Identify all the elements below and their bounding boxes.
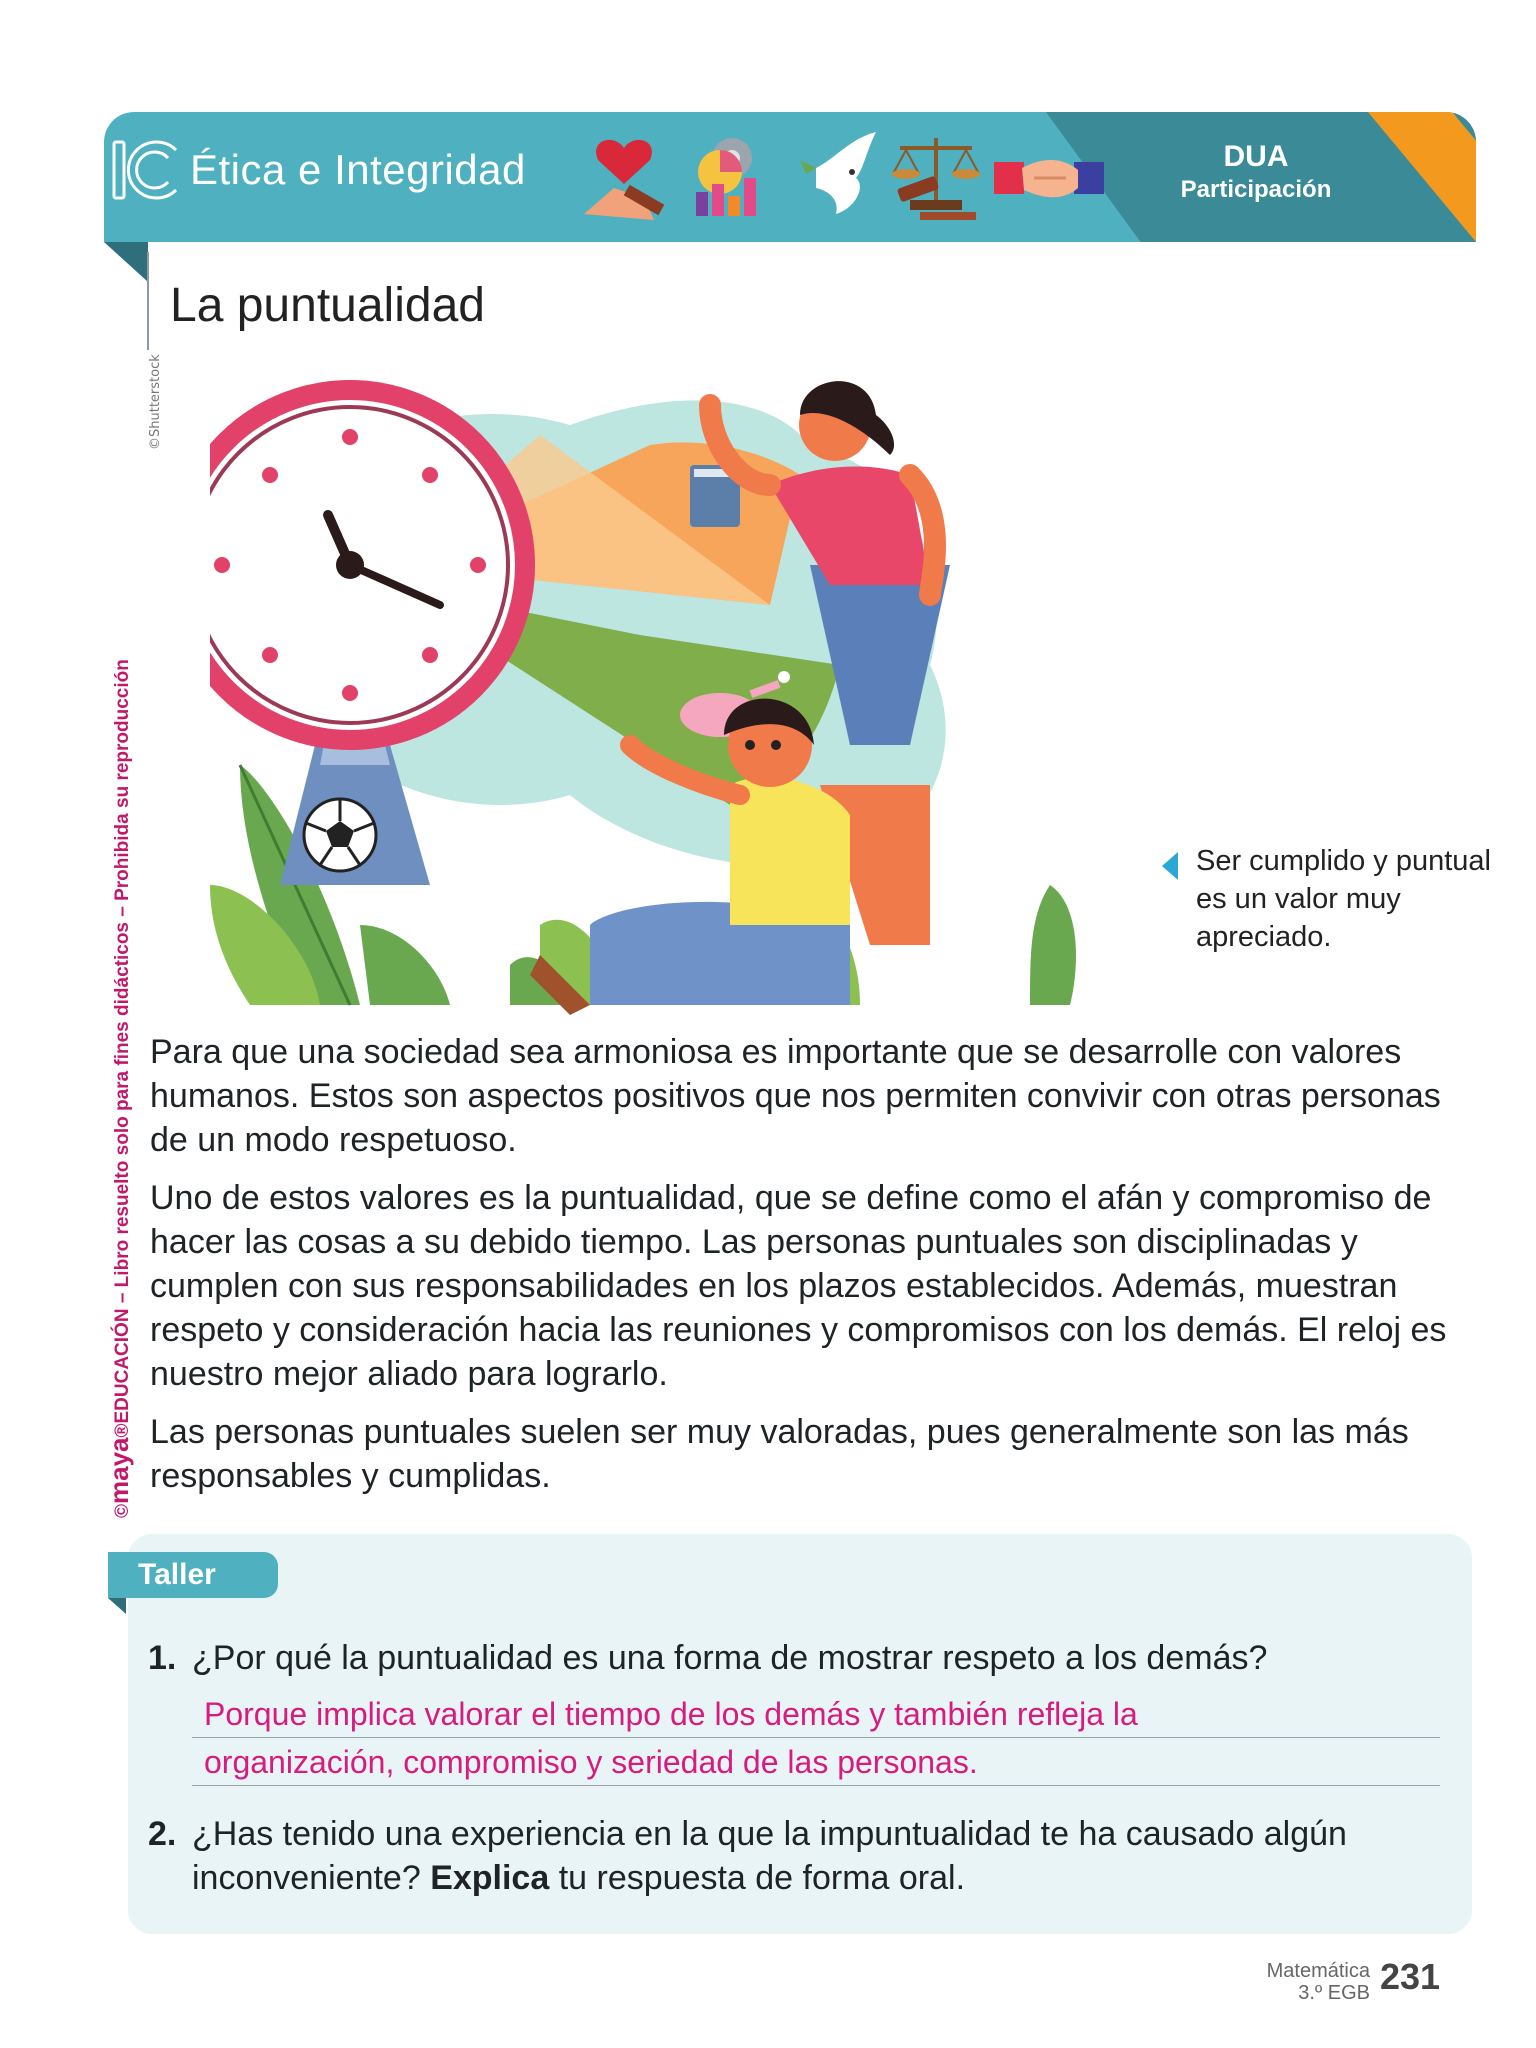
workshop-label: Taller [108,1552,278,1598]
chart-gear-icon [696,138,756,216]
body-text [150,1030,1480,1512]
punctuality-illustration [210,365,1110,1015]
heart-hand-icon [584,140,664,220]
copyright-prefix: © [112,1504,133,1518]
dua-title: DUA [1223,140,1289,173]
answer-line-2[interactable]: organización, compromiso y seriedad de las personas. [192,1738,1440,1786]
wall-clock-icon [210,385,530,745]
maya-brand: maya [104,1437,134,1504]
dove-icon [800,132,876,214]
image-credit: ©Shutterstock [148,354,163,450]
question-2 [148,1812,1462,1900]
title-rule [147,252,149,350]
banner-title: Ética e Integridad [190,146,526,193]
paragraph-1: Para que una sociedad sea armoniosa es importante que se desarrolle con valores humanos. Estos son aspectos positivos que nos permiten convivir con otras personas de un modo respetuoso. [150,1033,1441,1159]
banner-fold [104,242,148,282]
paragraph-2: Uno de estos valores es la puntualidad, que se define como el afán y compromiso de hacer las cosas a su debido tiempo. Las personas puntuales son disciplinadas y cumplen con sus responsabilidades en los plazos establecidos. Además, muestran respeto y consideración hacia las reuniones y compromisos con los demás. El reloj es nuestro mejor aliado para lograrlo. [150,1179,1447,1393]
banner-icons-row [584,128,1104,228]
answer-line-1[interactable]: Porque implica valorar el tiempo de los demás y también refleja la [192,1690,1440,1738]
question-2-text-bold: Explica [430,1859,550,1897]
dua-block [1156,140,1356,204]
page-title: La puntualidad [170,279,485,332]
ic-logo-icon [110,136,186,204]
copyright-rest: ®EDUCACIÓN – Libro resuelto solo para fines didácticos – Prohibida su reproducción [112,659,133,1438]
question-2-text-before: ¿Has tenido una experiencia en la que la impuntualidad te ha causado algún inconveniente? [192,1815,1347,1897]
question-1 [148,1636,1462,1680]
question-1-number: 1. [148,1639,177,1677]
question-2-text-after: tu respuesta de forma oral. [549,1859,966,1897]
section-banner [104,112,1476,242]
page-number: 231 [1380,1956,1441,1997]
footer-subject [1180,1960,1370,2004]
handshake-icon [994,160,1104,197]
workshop-tab-fold [108,1598,126,1614]
image-caption: Ser cumplido y puntual es un valor muy apreciado. [1196,845,1491,953]
justice-scale-icon [892,138,980,220]
question-1-text: ¿Por qué la puntualidad es una forma de mostrar respeto a los demás? [192,1639,1268,1677]
dua-subtitle: Participación [1180,176,1332,203]
paragraph-3: Las personas puntuales suelen ser muy valoradas, pues generalmente son las más responsables y cumplidas. [150,1413,1409,1495]
footer-subject-name: Matemática [1266,1960,1370,1982]
question-2-number: 2. [148,1815,177,1853]
footer-grade: 3.º EGB [1298,1982,1370,2004]
soccer-ball-icon [304,799,376,871]
caption-arrow-icon [1162,852,1178,880]
side-copyright [104,518,134,1518]
